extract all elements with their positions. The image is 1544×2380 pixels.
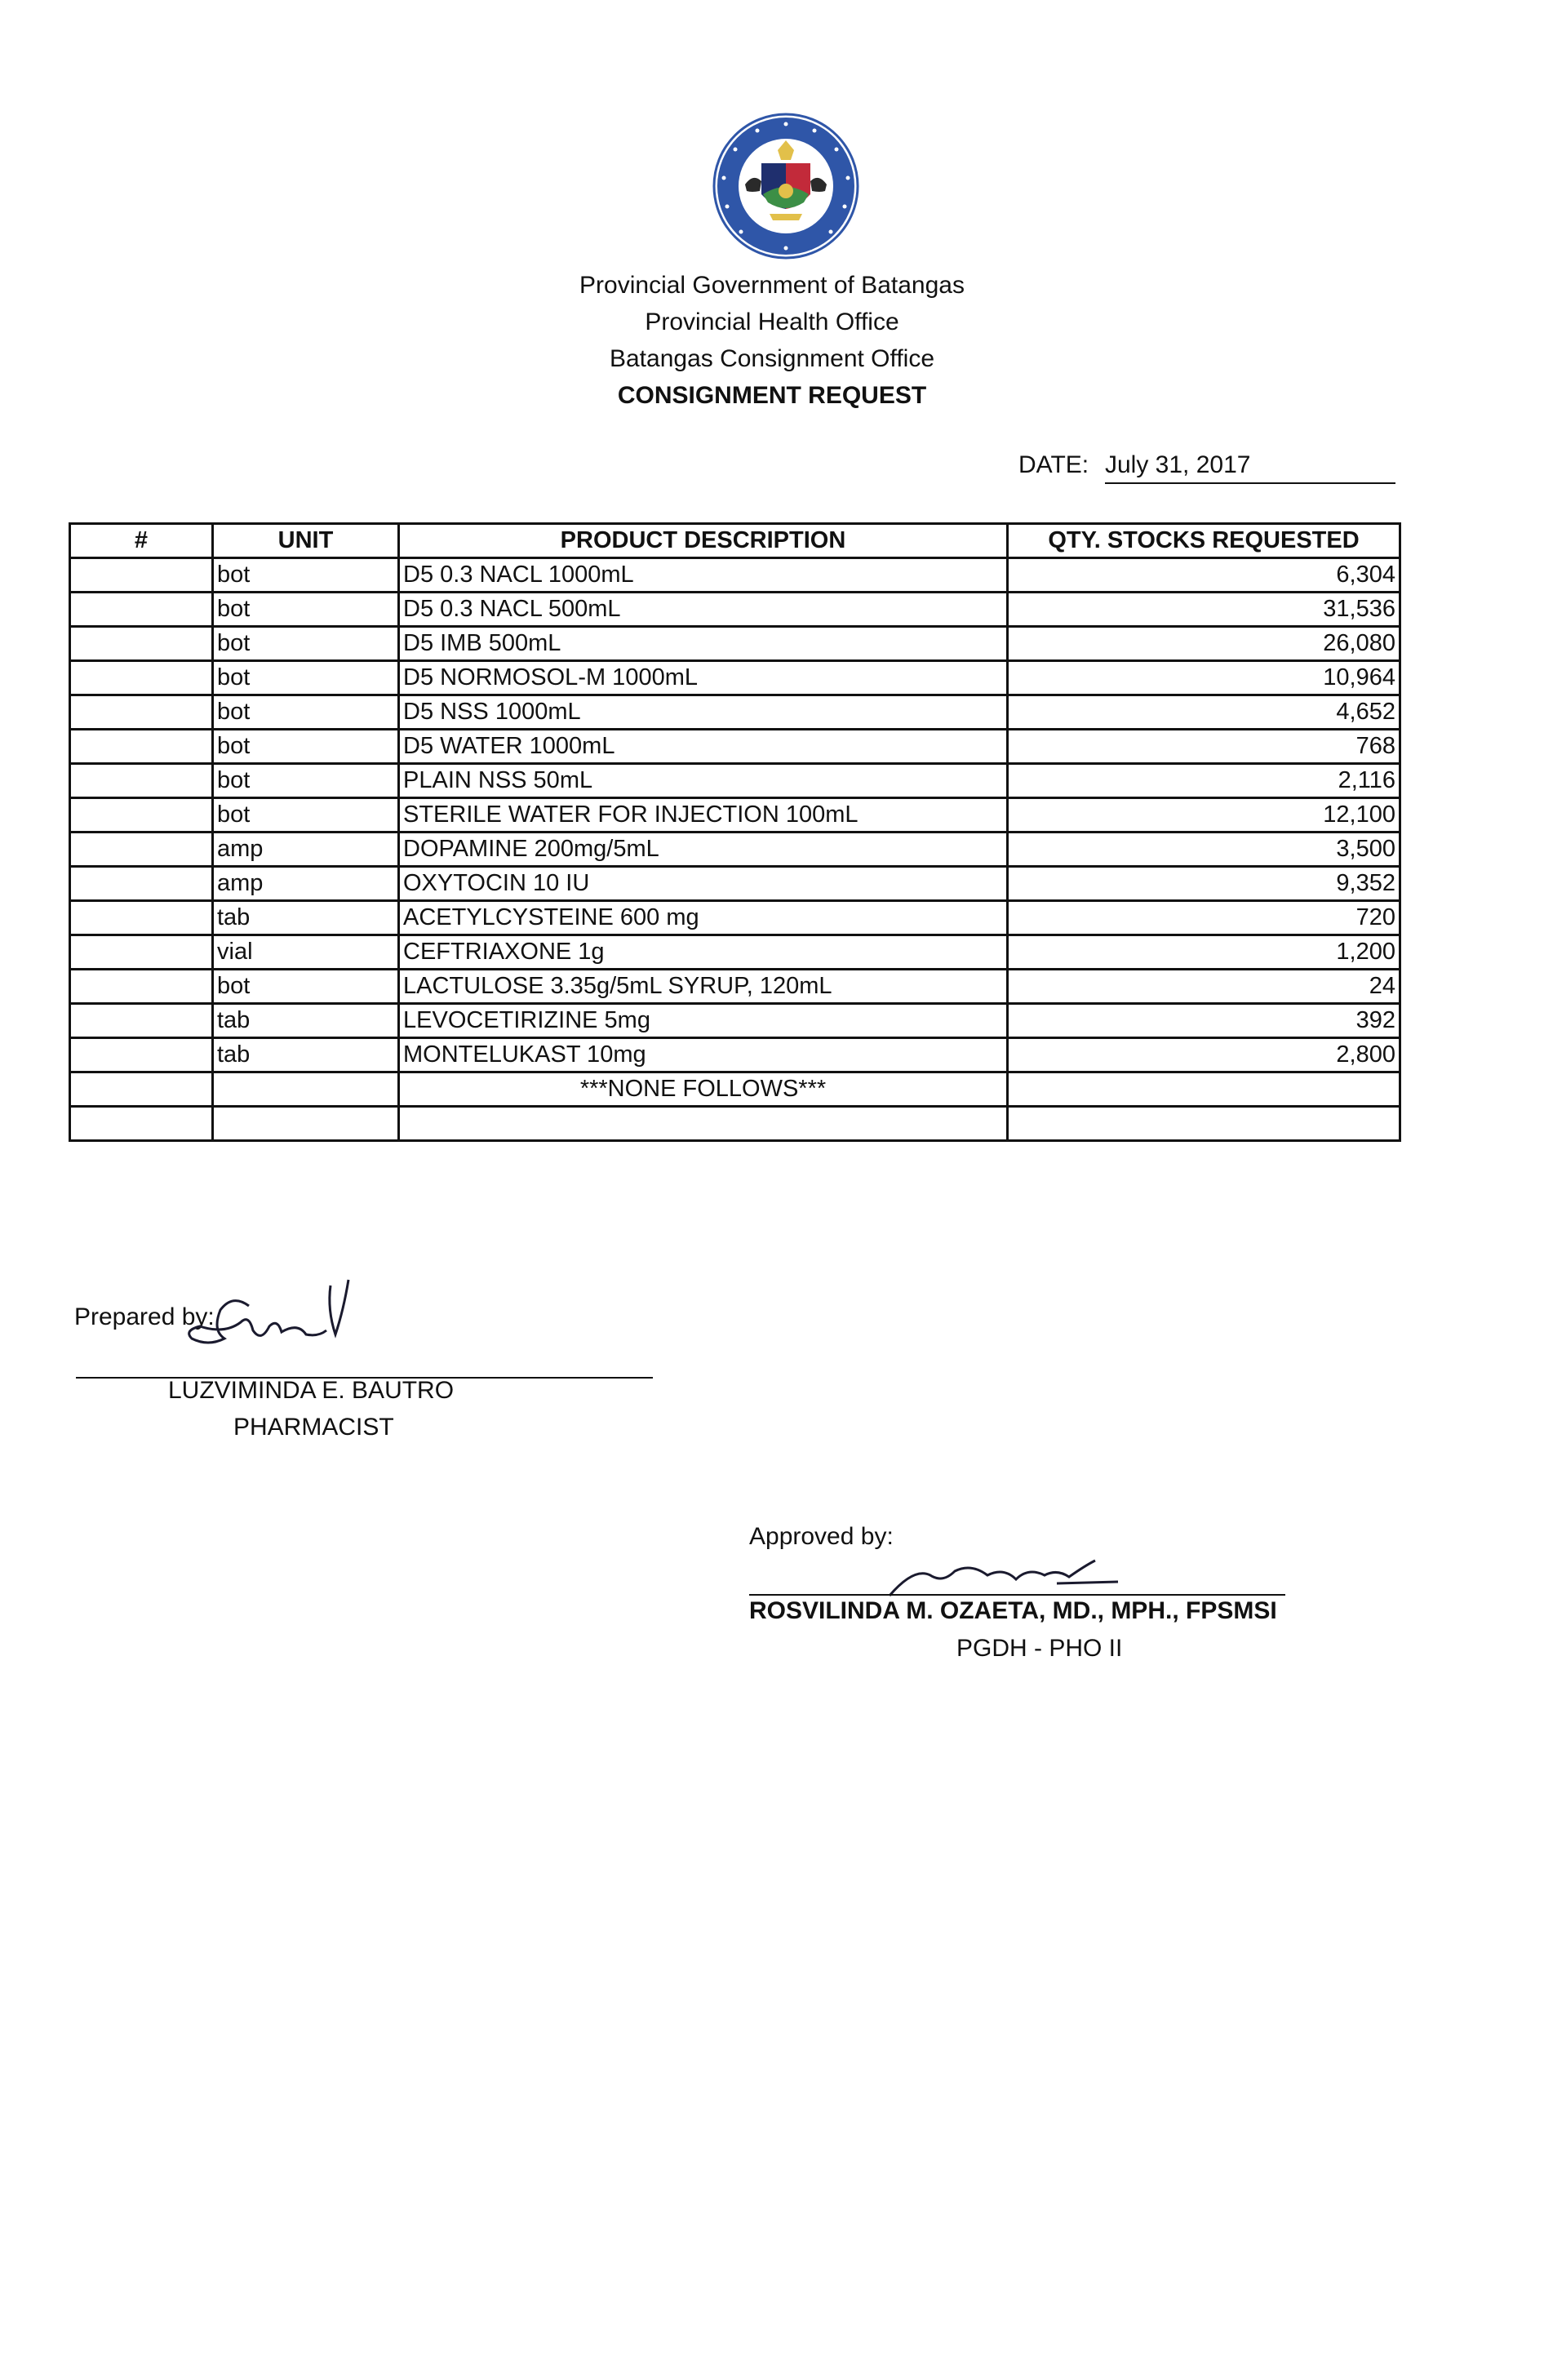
cell-unit: bot (213, 764, 399, 798)
cell-unit: bot (213, 593, 399, 627)
cell-description: D5 NSS 1000mL (399, 695, 1008, 730)
cell-number (70, 1072, 213, 1107)
approved-by-name: ROSVILINDA M. OZAETA, MD., MPH., FPSMSI (749, 1597, 1277, 1624)
cell-qty: 720 (1008, 901, 1400, 935)
table-row (70, 901, 1400, 935)
table-row (70, 558, 1400, 593)
cell-description: OXYTOCIN 10 IU (399, 867, 1008, 901)
table-row (70, 661, 1400, 695)
cell-description: DOPAMINE 200mg/5mL (399, 833, 1008, 867)
cell-unit: bot (213, 970, 399, 1004)
cell-qty: 2,116 (1008, 764, 1400, 798)
col-header-description: PRODUCT DESCRIPTION (399, 524, 1008, 558)
col-header-qty: QTY. STOCKS REQUESTED (1008, 524, 1400, 558)
table-row (70, 695, 1400, 730)
cell-unit: bot (213, 730, 399, 764)
header-line-government: Provincial Government of Batangas (579, 272, 965, 299)
cell-description: D5 0.3 NACL 1000mL (399, 558, 1008, 593)
cell-unit: tab (213, 1038, 399, 1072)
cell-description (399, 1107, 1008, 1141)
cell-qty: 31,536 (1008, 593, 1400, 627)
prepared-signature (175, 1273, 371, 1363)
table-row (70, 935, 1400, 970)
cell-unit: bot (213, 798, 399, 833)
cell-number (70, 558, 213, 593)
cell-description: LACTULOSE 3.35g/5mL SYRUP, 120mL (399, 970, 1008, 1004)
cell-number (70, 730, 213, 764)
cell-number (70, 970, 213, 1004)
cell-qty: 2,800 (1008, 1038, 1400, 1072)
cell-description: PLAIN NSS 50mL (399, 764, 1008, 798)
table-row (70, 867, 1400, 901)
table-header-row (70, 524, 1400, 558)
cell-number (70, 661, 213, 695)
prepared-by-name: LUZVIMINDA E. BAUTRO (168, 1377, 455, 1404)
date-label: DATE: (1018, 451, 1089, 478)
table-row (70, 1072, 1400, 1107)
table-row (70, 730, 1400, 764)
table-row (70, 970, 1400, 1004)
approved-signature-line (749, 1594, 1285, 1596)
cell-number (70, 833, 213, 867)
cell-qty: 12,100 (1008, 798, 1400, 833)
cell-qty: 9,352 (1008, 867, 1400, 901)
cell-qty: 3,500 (1008, 833, 1400, 867)
table-row (70, 593, 1400, 627)
table-row (70, 798, 1400, 833)
cell-unit: bot (213, 558, 399, 593)
cell-unit: amp (213, 833, 399, 867)
provincial-seal-logo (712, 113, 859, 260)
cell-number (70, 901, 213, 935)
cell-description: MONTELUKAST 10mg (399, 1038, 1008, 1072)
document-title: CONSIGNMENT REQUEST (617, 382, 927, 409)
cell-qty: 10,964 (1008, 661, 1400, 695)
cell-number (70, 764, 213, 798)
cell-description: D5 IMB 500mL (399, 627, 1008, 661)
cell-number (70, 1004, 213, 1038)
cell-number (70, 1038, 213, 1072)
cell-qty: 24 (1008, 970, 1400, 1004)
cell-unit: tab (213, 1004, 399, 1038)
table-row (70, 833, 1400, 867)
cell-unit: tab (213, 901, 399, 935)
cell-number (70, 593, 213, 627)
approved-by-label: Approved by: (749, 1523, 894, 1550)
cell-qty (1008, 1107, 1400, 1141)
cell-description: D5 NORMOSOL-M 1000mL (399, 661, 1008, 695)
table-row (70, 1004, 1400, 1038)
cell-unit: vial (213, 935, 399, 970)
cell-unit: bot (213, 695, 399, 730)
cell-description: D5 0.3 NACL 500mL (399, 593, 1008, 627)
cell-number (70, 1107, 213, 1141)
cell-unit (213, 1107, 399, 1141)
cell-number (70, 935, 213, 970)
document-header (0, 267, 1544, 414)
table-row (70, 627, 1400, 661)
cell-qty: 1,200 (1008, 935, 1400, 970)
table-row (70, 1107, 1400, 1141)
cell-description: LEVOCETIRIZINE 5mg (399, 1004, 1008, 1038)
table-row (70, 1038, 1400, 1072)
cell-description: CEFTRIAXONE 1g (399, 935, 1008, 970)
table-row (70, 764, 1400, 798)
cell-qty: 392 (1008, 1004, 1400, 1038)
consignment-table (69, 522, 1401, 1142)
cell-number (70, 798, 213, 833)
prepared-by-label: Prepared by: (74, 1303, 215, 1330)
cell-number (70, 627, 213, 661)
cell-qty (1008, 1072, 1400, 1107)
prepared-by-position: PHARMACIST (233, 1414, 394, 1441)
date-value: July 31, 2017 (1105, 451, 1395, 484)
col-header-number: # (70, 524, 213, 558)
cell-description: ACETYLCYSTEINE 600 mg (399, 901, 1008, 935)
none-follows-cell: ***NONE FOLLOWS*** (399, 1072, 1008, 1107)
approved-by-position: PGDH - PHO II (956, 1635, 1123, 1662)
cell-qty: 4,652 (1008, 695, 1400, 730)
header-line-office: Provincial Health Office (645, 309, 899, 335)
cell-unit (213, 1072, 399, 1107)
cell-qty: 26,080 (1008, 627, 1400, 661)
cell-number (70, 867, 213, 901)
col-header-unit: UNIT (213, 524, 399, 558)
cell-qty: 6,304 (1008, 558, 1400, 593)
cell-unit: bot (213, 661, 399, 695)
header-line-consignment: Batangas Consignment Office (609, 345, 934, 372)
cell-unit: amp (213, 867, 399, 901)
cell-number (70, 695, 213, 730)
cell-unit: bot (213, 627, 399, 661)
cell-description: STERILE WATER FOR INJECTION 100mL (399, 798, 1008, 833)
cell-qty: 768 (1008, 730, 1400, 764)
cell-description: D5 WATER 1000mL (399, 730, 1008, 764)
